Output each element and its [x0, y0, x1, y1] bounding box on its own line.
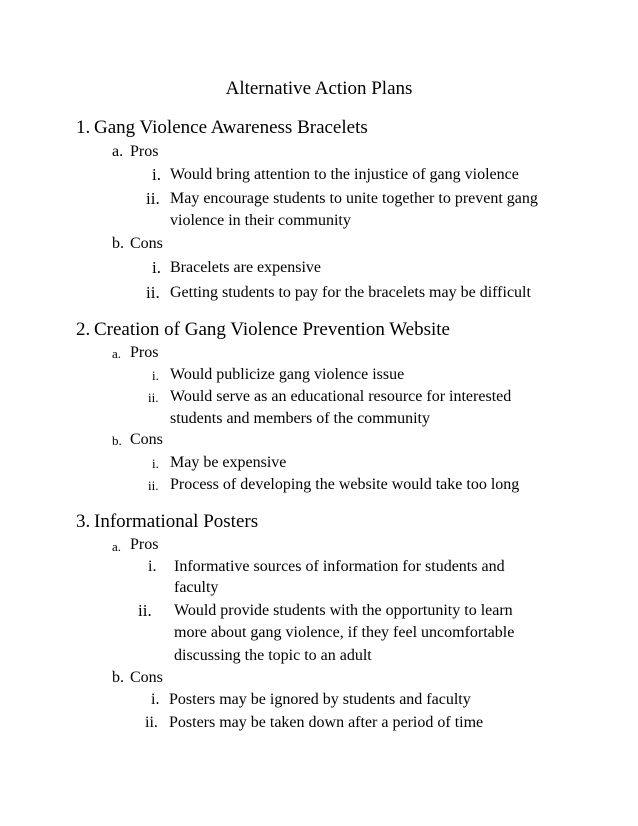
item-text: students and members of the community	[170, 410, 430, 427]
pros-label: Pros	[130, 143, 159, 160]
item-text: Would serve as an educational resource for interested	[170, 388, 512, 405]
cons-marker: b.	[112, 669, 124, 686]
page-title: Alternative Action Plans	[225, 78, 413, 99]
item-marker: ii.	[145, 714, 158, 731]
item-text: Would provide students with the opportunity to learn	[174, 602, 513, 619]
cons-label: Cons	[130, 235, 163, 252]
section-heading: Informational Posters	[94, 511, 259, 532]
item-text: Informative sources of information for students and	[174, 558, 505, 575]
item-marker: ii.	[148, 390, 159, 405]
item-marker: ii.	[148, 478, 159, 493]
item-marker: i.	[152, 165, 161, 184]
item-marker: ii.	[146, 189, 160, 208]
item-text: violence in their community	[170, 212, 351, 229]
item-text: Would bring attention to the injustice of gang violence	[170, 166, 519, 183]
item-text: May encourage students to unite together to prevent gang	[170, 190, 538, 207]
cons-marker: b.	[112, 433, 122, 448]
pros-marker: a.	[112, 539, 122, 554]
item-text: Process of developing the website would take too long	[170, 476, 520, 493]
item-text: Would publicize gang violence issue	[170, 366, 405, 383]
section-heading: Creation of Gang Violence Prevention Website	[94, 319, 450, 340]
pros-marker: a.	[112, 143, 124, 160]
item-marker: i.	[152, 456, 159, 471]
section-number: 3.	[76, 511, 91, 532]
section-number: 1.	[76, 117, 91, 138]
pros-marker: a.	[112, 346, 122, 361]
pros-label: Pros	[130, 344, 159, 361]
cons-label: Cons	[130, 669, 163, 686]
item-text: discussing the topic to an adult	[174, 647, 372, 664]
cons-marker: b.	[112, 235, 124, 252]
cons-label: Cons	[130, 431, 163, 448]
item-marker: i.	[151, 691, 160, 708]
item-text: more about gang violence, if they feel uncomfortable	[174, 624, 515, 641]
section-heading: Gang Violence Awareness Bracelets	[94, 117, 368, 138]
item-marker: i.	[148, 558, 157, 575]
item-text: Posters may be taken down after a period of time	[169, 714, 484, 731]
section-number: 2.	[76, 319, 91, 340]
item-marker: ii.	[138, 601, 152, 620]
item-text: Getting students to pay for the bracelets may be difficult	[170, 284, 531, 301]
item-marker: i.	[152, 368, 159, 383]
item-text: Bracelets are expensive	[170, 259, 322, 276]
item-text: May be expensive	[170, 454, 287, 471]
item-marker: i.	[152, 258, 161, 277]
item-text: Posters may be ignored by students and faculty	[169, 691, 471, 708]
item-text: faculty	[174, 579, 219, 596]
pros-label: Pros	[130, 536, 159, 553]
item-marker: ii.	[146, 283, 160, 302]
